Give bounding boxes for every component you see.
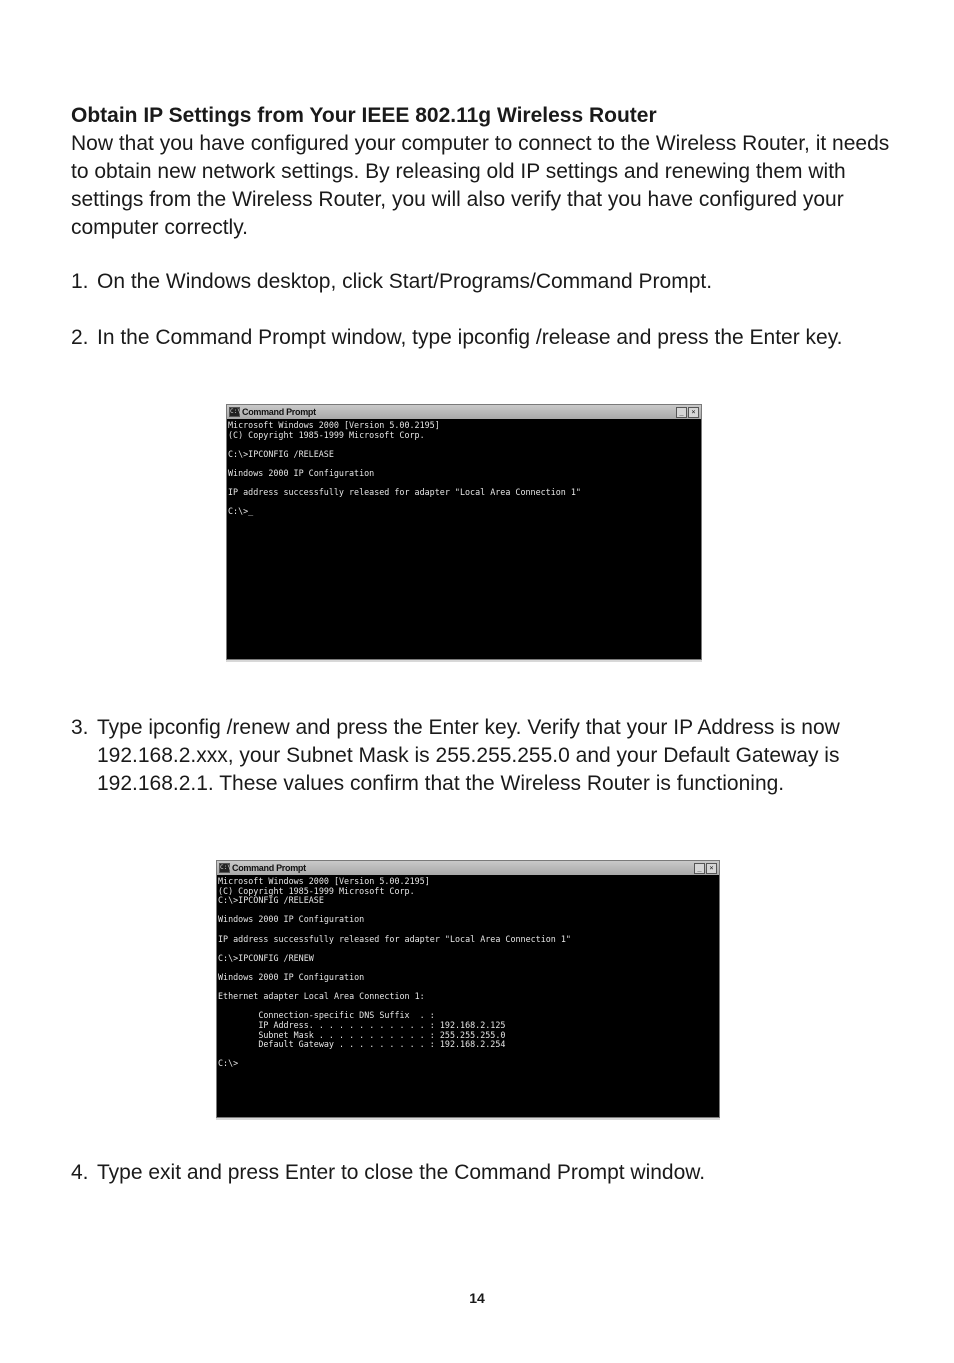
console-line: C:\>IPCONFIG /RENEW: [218, 952, 314, 963]
step-number: 2.: [71, 326, 89, 349]
step-text: Type exit and press Enter to close the Command Prompt window.: [97, 1161, 706, 1184]
console-line: Microsoft Windows 2000 [Version 5.00.2195]: [228, 420, 440, 430]
console-line: Windows 2000 IP Configuration: [218, 914, 365, 925]
step-text: On the Windows desktop, click Start/Programs/Command Prompt.: [97, 270, 713, 293]
step-2: [71, 324, 901, 352]
step-1: [71, 268, 901, 296]
close-icon: ×: [688, 407, 699, 418]
window-title: Command Prompt: [242, 407, 316, 417]
step-text: Type ipconfig /renew and press the Enter key. Verify that your IP Address is now 192.168.2.xxx, your Subnet Mask is 255.255.255.0 and your Default Gateway is 192.168.2.1. These values confirm that the Wireless Router is functioning.: [97, 716, 840, 795]
section-heading: Obtain IP Settings from Your IEEE 802.11g Wireless Router: [71, 104, 657, 127]
console-line: Windows 2000 IP Configuration: [228, 467, 375, 478]
step-3: [71, 714, 901, 798]
console-line: (C) Copyright 1985-1999 Microsoft Corp.: [228, 429, 425, 440]
step-text: In the Command Prompt window, type ipconfig /release and press the Enter key.: [97, 326, 843, 349]
console-line: Subnet Mask . . . . . . . . . . . : 255.255.255.0: [218, 1029, 506, 1040]
console-line: Windows 2000 IP Configuration: [218, 971, 365, 982]
console-line: Default Gateway . . . . . . . . . : 192.168.2.254: [218, 1039, 506, 1050]
window-titlebar: [227, 405, 701, 419]
console-line: [228, 498, 701, 508]
step-4: [71, 1159, 901, 1187]
console-line: (C) Copyright 1985-1999 Microsoft Corp.: [218, 885, 415, 896]
cmd-icon: C:\: [220, 864, 231, 871]
page-number: 14: [469, 1290, 485, 1306]
console-output: [227, 419, 701, 517]
console-line: Ethernet adapter Local Area Connection 1:: [218, 991, 425, 1002]
minimize-icon: _: [694, 863, 705, 874]
console-line: Microsoft Windows 2000 [Version 5.00.2195]: [218, 876, 430, 886]
console-line: C:\>IPCONFIG /RELEASE: [228, 448, 334, 459]
console-output: [217, 875, 719, 1069]
console-line: IP Address. . . . . . . . . . . . : 192.168.2.125: [218, 1019, 506, 1030]
command-prompt-window-release: [226, 404, 702, 660]
window-title: Command Prompt: [232, 863, 306, 873]
window-titlebar: [217, 861, 719, 875]
step-number: 4.: [71, 1161, 89, 1184]
step-number: 1.: [71, 270, 89, 293]
cmd-icon: C:\: [230, 408, 241, 415]
console-line: C:\>_: [228, 506, 254, 517]
command-prompt-window-renew: [216, 860, 720, 1118]
close-icon: ×: [706, 863, 717, 874]
console-line: C:\>IPCONFIG /RELEASE: [218, 895, 324, 906]
console-line: C:\>: [218, 1058, 239, 1069]
console-line: IP address successfully released for adapter "Local Area Connection 1": [218, 933, 571, 944]
console-line: IP address successfully released for adapter "Local Area Connection 1": [228, 487, 581, 498]
step-number: 3.: [71, 716, 89, 739]
console-line: Connection-specific DNS Suffix . :: [218, 1010, 435, 1021]
console-line: [218, 1050, 719, 1060]
intro-paragraph: Now that you have configured your computer to connect to the Wireless Router, it needs to obtain new network settings. By releasing old IP settings and renewing them with settings from the Wireless Router, you will also verify that you have configured your computer correctly.: [71, 132, 890, 239]
minimize-icon: _: [676, 407, 687, 418]
